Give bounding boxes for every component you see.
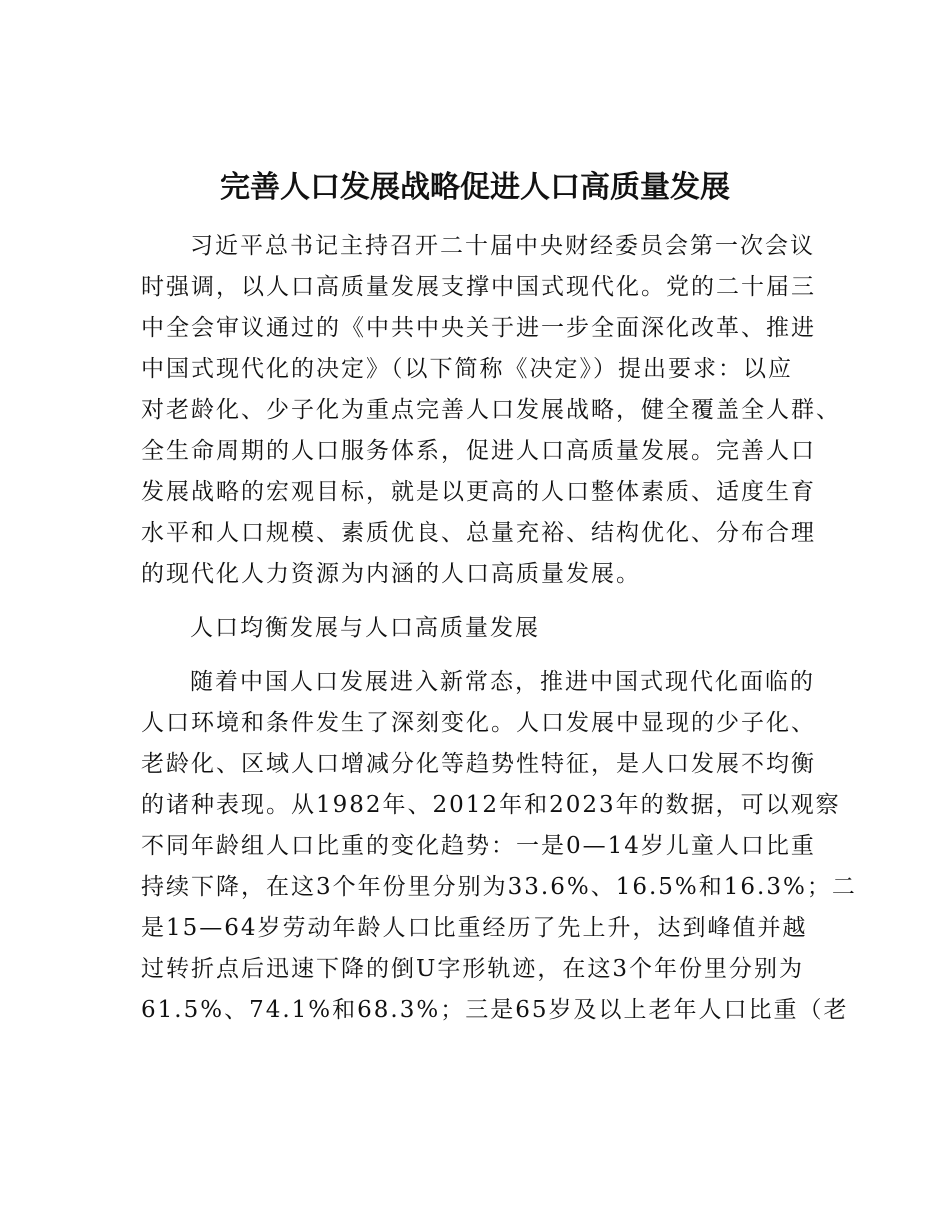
paragraph-1-line-7: 发展战略的宏观目标，就是以更高的人口整体素质、适度生育 bbox=[141, 479, 816, 505]
section-heading: 人口均衡发展与人口高质量发展 bbox=[190, 615, 540, 641]
paragraph-1-line-1: 习近平总书记主持召开二十届中央财经委员会第一次会议 bbox=[190, 233, 815, 259]
paragraph-1-line-6: 全生命周期的人口服务体系，促进人口高质量发展。完善人口 bbox=[141, 438, 816, 464]
paragraph-1-line-8: 水平和人口规模、素质优良、总量充裕、结构优化、分布合理 bbox=[141, 520, 816, 546]
paragraph-2-line-9: 61.5%、74.1%和68.3%；三是65岁及以上老年人口比重（老 bbox=[141, 997, 849, 1023]
paragraph-1-line-2: 时强调，以人口高质量发展支撑中国式现代化。党的二十届三 bbox=[141, 274, 816, 300]
paragraph-2-line-8: 过转折点后迅速下降的倒U字形轨迹，在这3个年份里分别为 bbox=[141, 956, 805, 982]
paragraph-2-line-5: 不同年龄组人口比重的变化趋势：一是0—14岁儿童人口比重 bbox=[141, 833, 816, 859]
document-title: 完善人口发展战略促进人口高质量发展 bbox=[220, 170, 730, 205]
document-body bbox=[141, 226, 857, 1031]
paragraph-2-line-4: 的诸种表现。从1982年、2012年和2023年的数据，可以观察 bbox=[141, 792, 841, 818]
paragraph-1-line-5: 对老龄化、少子化为重点完善人口发展战略，健全覆盖全人群、 bbox=[141, 397, 841, 423]
paragraph-2-line-7: 是15—64岁劳动年龄人口比重经历了先上升，达到峰值并越 bbox=[141, 915, 808, 941]
paragraph-2-line-3: 老龄化、区域人口增减分化等趋势性特征，是人口发展不均衡 bbox=[141, 751, 816, 777]
paragraph-1-line-9: 的现代化人力资源为内涵的人口高质量发展。 bbox=[141, 561, 641, 587]
paragraph-1-line-4: 中国式现代化的决定》（以下简称《决定》）提出要求：以应 bbox=[141, 356, 793, 382]
paragraph-2-line-1: 随着中国人口发展进入新常态，推进中国式现代化面临的 bbox=[190, 669, 815, 695]
paragraph-2-line-2: 人口环境和条件发生了深刻变化。人口发展中显现的少子化、 bbox=[141, 710, 816, 736]
paragraph-2-line-6: 持续下降，在这3个年份里分别为33.6%、16.5%和16.3%；二 bbox=[141, 874, 857, 900]
paragraph-1-line-3: 中全会审议通过的《中共中央关于进一步全面深化改革、推进 bbox=[141, 315, 816, 341]
